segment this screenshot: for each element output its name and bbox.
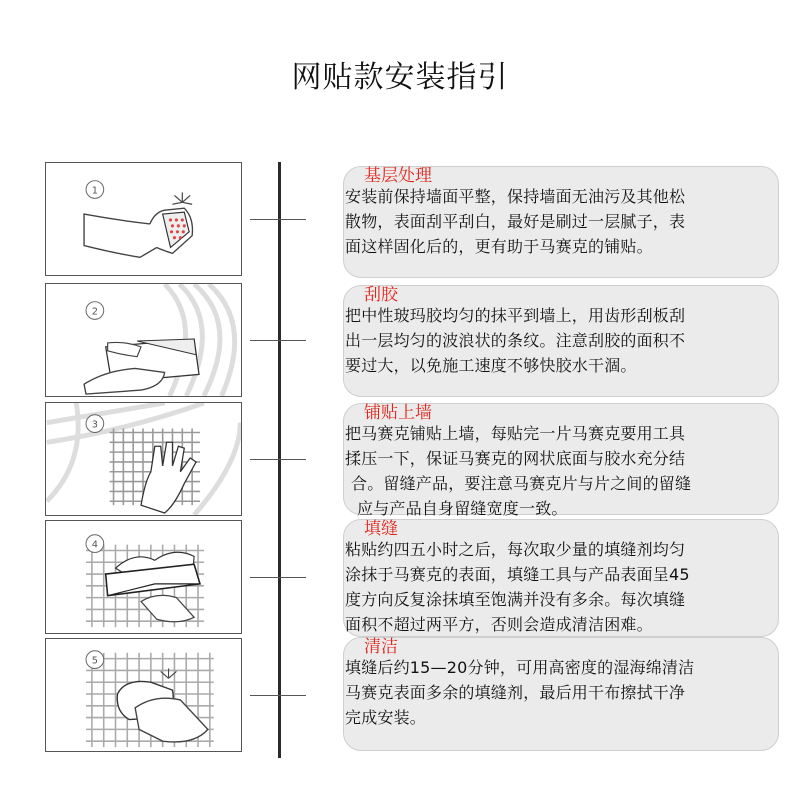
step-2-illustration (45, 283, 242, 397)
step-card-5 (343, 637, 779, 751)
step-number: 3 (91, 419, 98, 431)
step-title: 铺贴上墙 (364, 403, 432, 423)
step-text-line: 面这样固化后的，更有助于马赛克的铺贴。 (345, 237, 653, 256)
timeline-line (278, 162, 281, 758)
step-text-line: 粘贴约四五小时之后，每次取少量的填缝剂均匀 (345, 540, 686, 559)
trowel-hand-image (46, 284, 241, 396)
timeline-tick (250, 459, 306, 460)
step-1-illustration (45, 162, 242, 276)
step-text-line: 把马赛克铺贴上墙，每贴完一片马赛克要用工具 (345, 424, 686, 443)
step-number: 2 (91, 306, 98, 318)
step-description (345, 537, 777, 637)
mosaic-press-image (46, 403, 241, 515)
step-card-2 (343, 285, 779, 397)
step-text-line: 散物，表面刮平刮白，最好是刷过一层腻子，表 (345, 212, 686, 231)
step-text-line: 揉压一下，保证马赛克的网状底面与胶水充分结 (345, 449, 686, 468)
step-number: 5 (91, 655, 98, 667)
step-title: 基层处理 (364, 166, 432, 186)
step-3-illustration (45, 402, 242, 516)
step-4-illustration (45, 520, 242, 634)
step-text-line: 完成安装。 (345, 708, 427, 727)
step-title: 填缝 (364, 519, 398, 539)
step-text-line: 出一层均匀的波浪状的条纹。注意刮胶的面积不 (345, 331, 686, 350)
step-text-line: 填缝后约15—20分钟，可用高密度的湿海绵清洁 (345, 658, 695, 677)
timeline-tick (250, 695, 306, 696)
step-text-line: 合。留缝产品，要注意马赛克片与片之间的留缝 (351, 474, 692, 493)
step-text-line: 要过大，以免施工速度不够快胶水干涸。 (345, 356, 637, 375)
sponge-clean-image (46, 639, 241, 751)
step-description (345, 655, 777, 730)
step-description (345, 303, 777, 378)
step-text-line: 把中性玻玛胶均匀的抹平到墙上，用齿形刮板刮 (345, 306, 686, 325)
timeline-tick (250, 577, 306, 578)
step-text-line: 安装前保持墙面平整，保持墙面无油污及其他松 (345, 187, 686, 206)
grout-fill-image (46, 521, 241, 633)
step-text-line: 涂抹于马赛克的表面，填缝工具与产品表面呈45 (345, 565, 690, 584)
step-text-line: 度方向反复涂抹填至饱满并没有多余。每次填缝 (345, 590, 686, 609)
step-description (345, 421, 777, 521)
step-5-illustration (45, 638, 242, 752)
step-title: 清洁 (364, 637, 398, 657)
timeline-tick (250, 219, 306, 220)
timeline-tick (250, 340, 306, 341)
step-text-line: 面积不超过两平方，否则会造成清洁困难。 (345, 615, 653, 634)
step-card-3 (343, 403, 779, 518)
step-card-4 (343, 519, 779, 637)
step-title: 刮胶 (364, 285, 398, 305)
step-card-1 (343, 166, 779, 278)
step-description (345, 184, 777, 259)
step-number: 4 (91, 539, 98, 551)
sanding-hand-image (46, 163, 241, 275)
step-number: 1 (91, 185, 98, 197)
step-text-line: 应与产品自身留缝宽度一致。 (357, 499, 568, 518)
page-title: 网贴款安装指引 (291, 60, 509, 95)
step-text-line: 马赛克表面多余的填缝剂，最后用干布擦拭干净 (345, 683, 686, 702)
